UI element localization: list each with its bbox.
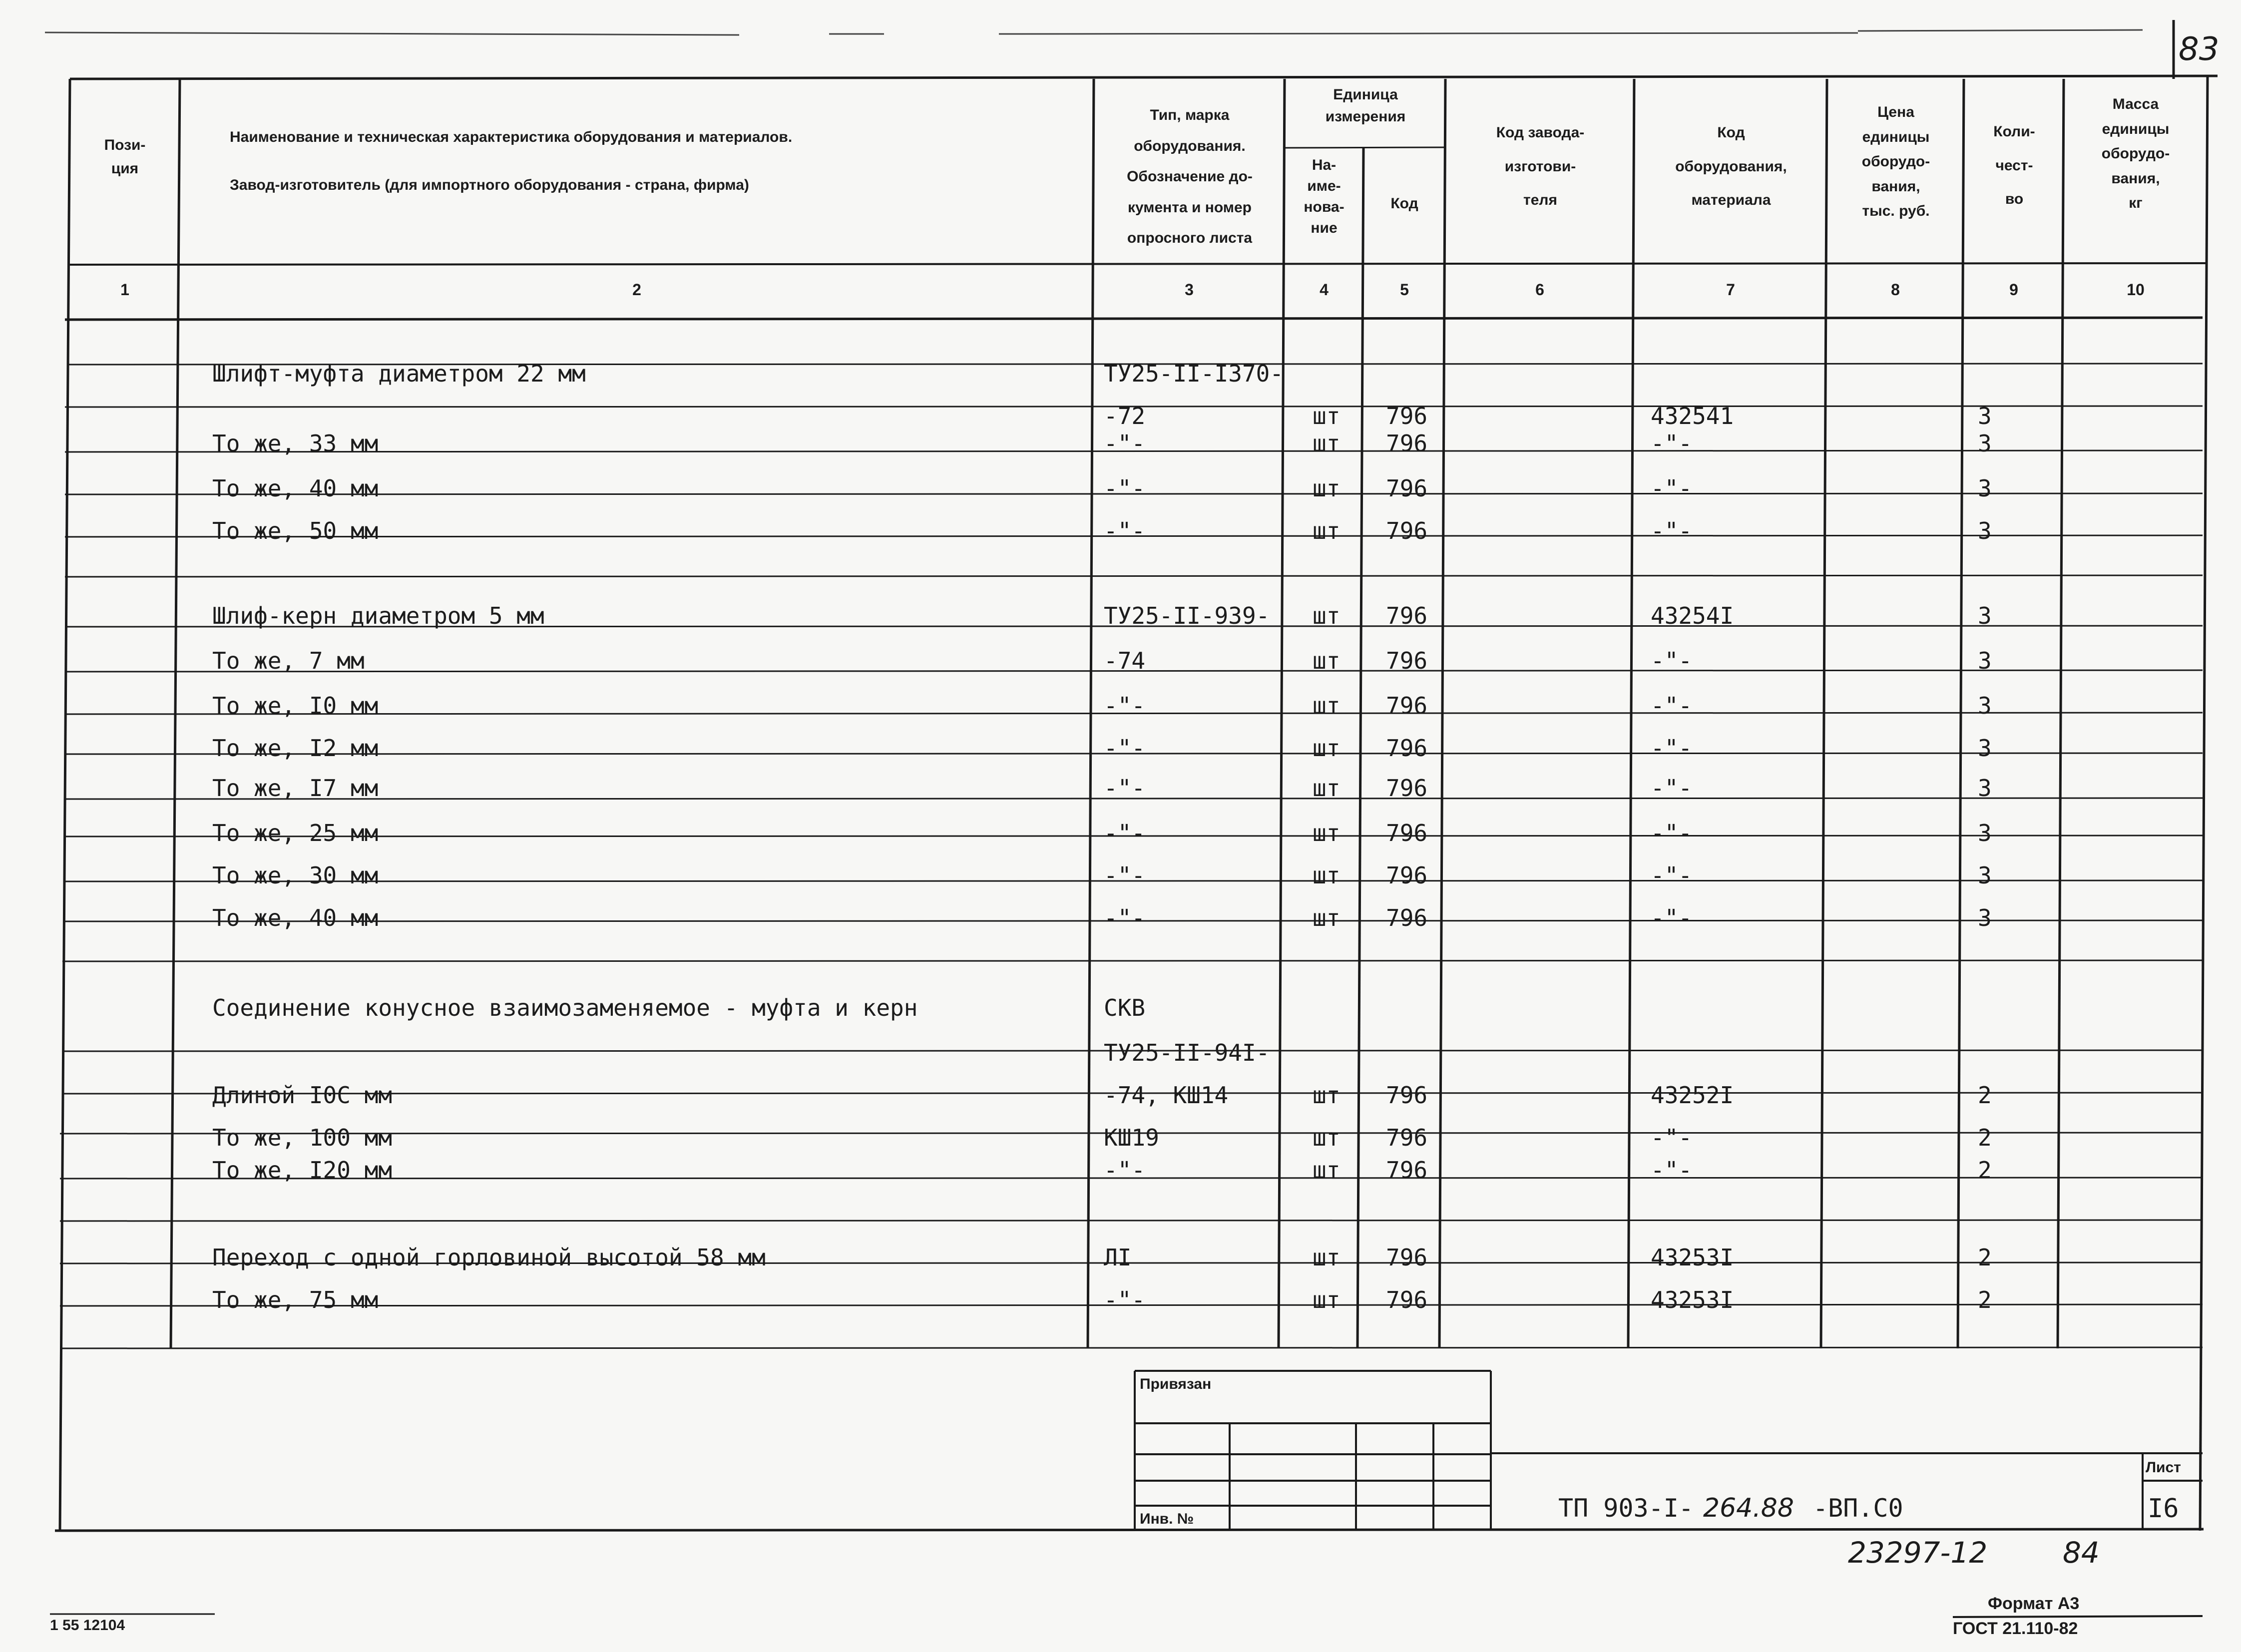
row-7-material: -"- <box>1651 647 1693 674</box>
row-3-material: -"- <box>1651 475 1693 502</box>
row-15-name: Соединение конусное взаимозаменяемое - муфта и керн <box>212 994 918 1021</box>
col-number-5: 5 <box>1400 281 1409 299</box>
row-18-code: 796 <box>1386 1124 1428 1151</box>
row-8-material: -"- <box>1651 692 1693 719</box>
row-19-material: -"- <box>1651 1157 1693 1184</box>
row-19-qty: 2 <box>1978 1157 1992 1184</box>
row-17-code: 796 <box>1386 1082 1428 1109</box>
col-number-3: 3 <box>1185 281 1194 299</box>
row-8-type: -"- <box>1104 692 1146 719</box>
row-12-type: -"- <box>1104 862 1146 889</box>
row-13-type: -"- <box>1104 904 1146 931</box>
stamp-inventory-label: Инв. № <box>1140 1511 1194 1527</box>
col-number-10: 10 <box>2127 281 2145 299</box>
row-9-material: -"- <box>1651 735 1693 762</box>
row-1-material: 432541 <box>1651 403 1734 429</box>
row-2-material: -"- <box>1651 430 1693 457</box>
row-15-type: СКВ <box>1104 994 1146 1021</box>
row-6-type: ТУ25-II-939- <box>1104 602 1270 629</box>
row-2-unit: шт <box>1313 430 1341 457</box>
col-header-unit-code: Код <box>1390 195 1418 212</box>
row-19-name: То же, I20 мм <box>212 1157 393 1184</box>
row-21-unit: шт <box>1313 1244 1341 1271</box>
row-10-name: То же, I7 мм <box>212 775 379 802</box>
archive-page: 84 <box>2063 1536 2100 1570</box>
col-header-name-line2: Завод-изготовитель (для импортного оборудования - страна, фирма) <box>230 177 749 193</box>
col-number-1: 1 <box>120 281 129 299</box>
row-4-qty: 3 <box>1978 517 1992 544</box>
row-7-name: То же, 7 мм <box>212 647 365 674</box>
row-1-type: -72 <box>1104 403 1146 429</box>
col-header-unit-group: Единица измерения <box>1325 86 1406 125</box>
col-header-factory-code: Код завода- изготови- теля <box>1496 124 1585 208</box>
row-17-unit: шт <box>1313 1082 1341 1109</box>
row-10-type: -"- <box>1104 775 1146 802</box>
col-number-4: 4 <box>1320 281 1329 299</box>
row-17-material: 43252I <box>1651 1082 1734 1109</box>
doc-code-suffix: -ВП.С0 <box>1813 1494 1903 1523</box>
row-8-unit: шт <box>1313 692 1341 719</box>
row-11-name: То же, 25 мм <box>212 820 379 846</box>
row-4-material: -"- <box>1651 517 1693 544</box>
row-22-qty: 2 <box>1978 1286 1992 1313</box>
row-10-code: 796 <box>1386 775 1428 802</box>
col-header-price: Цена единицы оборудо- вания, тыс. руб. <box>1861 104 1930 219</box>
row-8-qty: 3 <box>1978 692 1992 719</box>
row-12-qty: 3 <box>1978 862 1992 889</box>
col-header-material-code: Код оборудования, материала <box>1675 124 1787 208</box>
row-18-material: -"- <box>1651 1124 1693 1151</box>
row-22-unit: шт <box>1313 1286 1341 1313</box>
sheet-number: I6 <box>2148 1494 2179 1524</box>
row-6-name: Шлиф-керн диаметром 5 мм <box>212 602 544 629</box>
row-3-type: -"- <box>1104 475 1146 502</box>
row-9-code: 796 <box>1386 735 1428 762</box>
stamp-privyazan-label: Привязан <box>1140 1376 1212 1392</box>
row-3-unit: шт <box>1313 475 1341 502</box>
row-8-name: То же, I0 мм <box>212 692 379 719</box>
row-19-code: 796 <box>1386 1157 1428 1184</box>
row-18-qty: 2 <box>1978 1124 1992 1151</box>
col-header-unit-name: На- име- нова- ние <box>1304 157 1345 236</box>
row-16-type: ТУ25-II-94I- <box>1104 1039 1270 1066</box>
row-9-qty: 3 <box>1978 735 1992 762</box>
row-10-material: -"- <box>1651 775 1693 802</box>
row-22-name: То же, 75 мм <box>212 1286 379 1313</box>
col-number-9: 9 <box>2009 281 2018 299</box>
row-3-qty: 3 <box>1978 475 1992 502</box>
bottom-left-code: 1 55 12104 <box>50 1617 125 1634</box>
row-1-qty: 3 <box>1978 403 1992 429</box>
row-1-code: 796 <box>1386 403 1428 429</box>
row-6-material: 43254I <box>1651 602 1734 629</box>
row-4-code: 796 <box>1386 517 1428 544</box>
row-6-unit: шт <box>1313 602 1341 629</box>
row-7-qty: 3 <box>1978 647 1992 674</box>
row-6-qty: 3 <box>1978 602 1992 629</box>
col-header-type: Тип, марка оборудования. Обозначение до- кумента и номер опросного листа <box>1127 107 1253 246</box>
row-2-code: 796 <box>1386 430 1428 457</box>
row-2-name: То же, 33 мм <box>212 430 379 457</box>
doc-code-prefix: ТП 903-I- <box>1558 1494 1694 1523</box>
row-19-unit: шт <box>1313 1157 1341 1184</box>
col-number-7: 7 <box>1726 281 1735 299</box>
row-18-type: КШ19 <box>1104 1124 1159 1151</box>
col-header-mass: Масса единицы оборудо- вания, кг <box>2101 96 2170 211</box>
row-21-type: ЛI <box>1104 1244 1132 1271</box>
row-4-unit: шт <box>1313 517 1341 544</box>
row-22-code: 796 <box>1386 1286 1428 1313</box>
row-0-name: Шлифт-муфта диаметром 22 мм <box>212 360 586 387</box>
row-11-qty: 3 <box>1978 820 1992 846</box>
row-18-name: То же, 100 мм <box>212 1124 393 1151</box>
doc-code-handwritten: 264.88 <box>1703 1493 1794 1523</box>
row-22-type: -"- <box>1104 1286 1146 1313</box>
row-13-qty: 3 <box>1978 904 1992 931</box>
row-19-type: -"- <box>1104 1157 1146 1184</box>
row-2-type: -"- <box>1104 430 1146 457</box>
format-label: Формат А3 <box>1988 1594 2080 1613</box>
row-3-code: 796 <box>1386 475 1428 502</box>
row-11-material: -"- <box>1651 820 1693 846</box>
row-1-unit: шт <box>1313 403 1341 429</box>
sheet-label: Лист <box>2146 1459 2181 1476</box>
row-21-code: 796 <box>1386 1244 1428 1271</box>
row-12-name: То же, 30 мм <box>212 862 379 889</box>
row-13-code: 796 <box>1386 904 1428 931</box>
row-2-qty: 3 <box>1978 430 1992 457</box>
row-13-name: То же, 40 мм <box>212 904 379 931</box>
row-12-unit: шт <box>1313 862 1341 889</box>
col-header-quantity: Коли- чест- во <box>1993 123 2035 207</box>
row-12-material: -"- <box>1651 862 1693 889</box>
row-17-name: Длиной I0C мм <box>212 1082 393 1109</box>
row-7-type: -74 <box>1104 647 1146 674</box>
col-number-6: 6 <box>1535 281 1544 299</box>
gost-label: ГОСТ 21.110-82 <box>1953 1619 2078 1638</box>
row-10-unit: шт <box>1313 775 1341 802</box>
archive-number: 23297-12 <box>1848 1536 1988 1570</box>
row-4-type: -"- <box>1104 517 1146 544</box>
row-11-code: 796 <box>1386 820 1428 846</box>
row-11-type: -"- <box>1104 820 1146 846</box>
row-8-code: 796 <box>1386 692 1428 719</box>
col-number-2: 2 <box>632 281 641 299</box>
row-9-name: То же, I2 мм <box>212 735 379 762</box>
row-18-unit: шт <box>1313 1124 1341 1151</box>
page-number: 83 <box>2179 31 2220 68</box>
col-header-position: Пози- ция <box>104 137 146 177</box>
row-4-name: То же, 50 мм <box>212 517 379 544</box>
row-10-qty: 3 <box>1978 775 1992 802</box>
row-6-code: 796 <box>1386 602 1428 629</box>
row-7-code: 796 <box>1386 647 1428 674</box>
row-13-material: -"- <box>1651 904 1693 931</box>
row-11-unit: шт <box>1313 820 1341 846</box>
row-17-type: -74, КШ14 <box>1104 1082 1229 1109</box>
row-17-qty: 2 <box>1978 1082 1992 1109</box>
row-12-code: 796 <box>1386 862 1428 889</box>
row-13-unit: шт <box>1313 904 1341 931</box>
row-21-qty: 2 <box>1978 1244 1992 1271</box>
row-22-material: 43253I <box>1651 1286 1734 1313</box>
col-number-8: 8 <box>1891 281 1900 299</box>
row-9-unit: шт <box>1313 735 1341 762</box>
row-7-unit: шт <box>1313 647 1341 674</box>
row-0-type: ТУ25-II-I370- <box>1104 360 1284 387</box>
col-header-name-line1: Наименование и техническая характеристика оборудования и материалов. <box>230 129 793 145</box>
row-9-type: -"- <box>1104 735 1146 762</box>
row-3-name: То же, 40 мм <box>212 475 379 502</box>
row-21-material: 43253I <box>1651 1244 1734 1271</box>
row-21-name: Переход с одной горловиной высотой 58 мм <box>212 1244 766 1271</box>
